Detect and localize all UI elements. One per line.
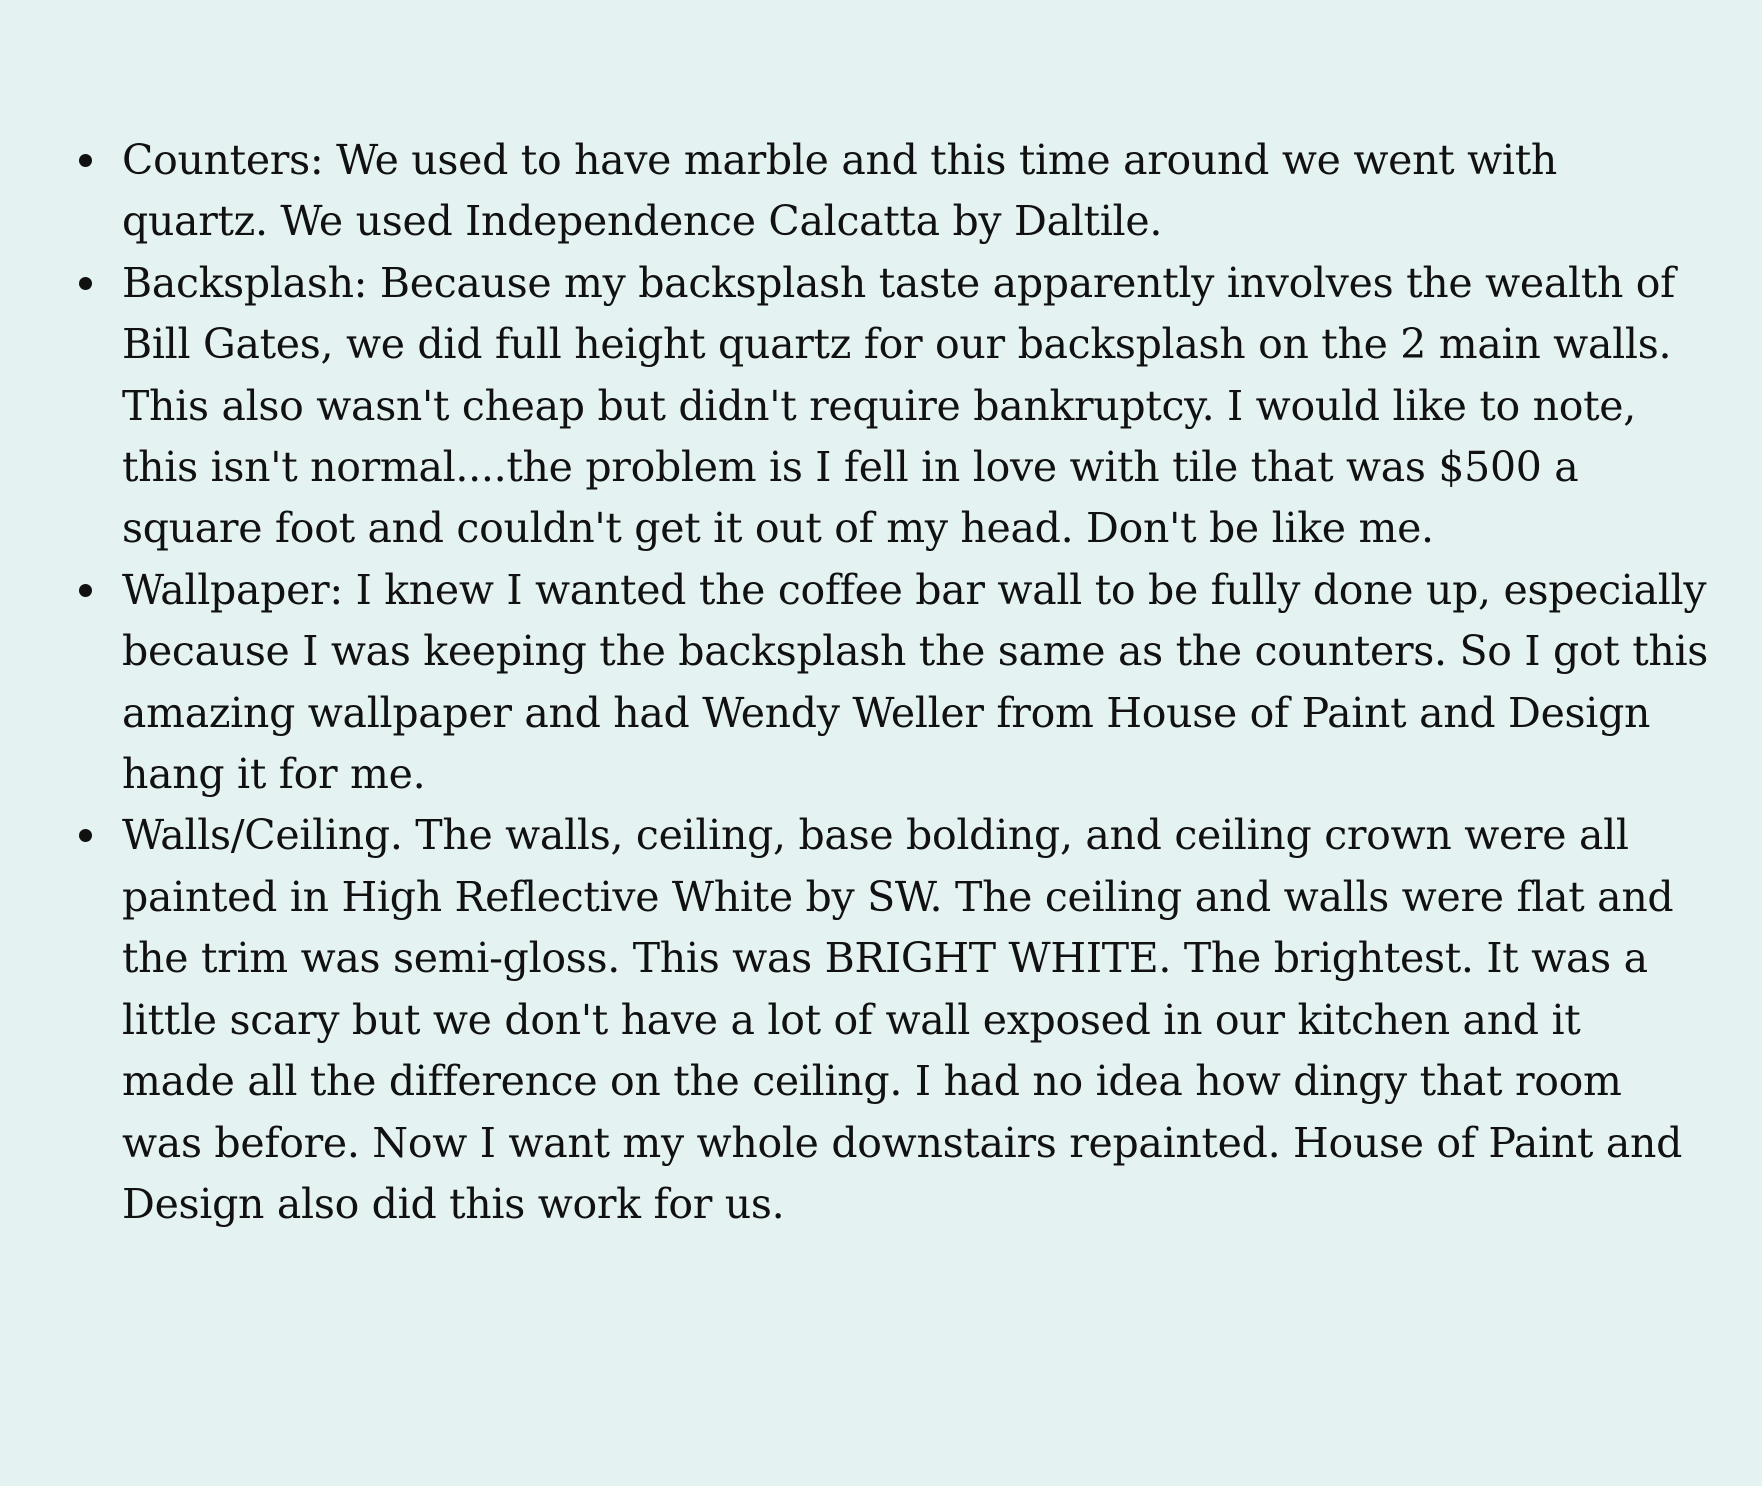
list-item-wallpaper [0,560,1762,806]
list-item-walls-ceiling [0,805,1762,1235]
bullet-dot-icon [79,277,92,290]
text-line: because I was keeping the backsplash the same as the counters. So I got this [122,627,1709,676]
text-line: hang it for me. [122,750,426,799]
text-line: painted in High Reflective White by SW. The ceiling and walls were flat and [122,872,1674,921]
text-line: the trim was semi-gloss. This was BRIGHT WHITE. The brightest. It was a [122,934,1648,983]
text-line: this isn't normal....the problem is I fell in love with tile that was $500 a [122,443,1579,492]
text-line: Bill Gates, we did full height quartz for our backsplash on the 2 main walls. [122,320,1672,369]
text-line: square foot and couldn't get it out of my head. Don't be like me. [122,504,1434,553]
text-line: This also wasn't cheap but didn't require bankruptcy. I would like to note, [122,381,1636,430]
text-line: little scary but we don't have a lot of wall exposed in our kitchen and it [122,995,1581,1044]
bullet-dot-icon [79,154,92,167]
text-line: amazing wallpaper and had Wendy Weller from House of Paint and Design [122,688,1651,737]
text-line: Design also did this work for us. [122,1179,785,1228]
bullet-dot-icon [79,829,92,842]
bullet-list-container [0,130,1762,1235]
list-item-backsplash [0,253,1762,560]
text-line: was before. Now I want my whole downstairs repainted. House of Paint and [122,1118,1683,1167]
text-line: Backsplash: Because my backsplash taste apparently involves the wealth of [122,258,1676,307]
bullet-dot-icon [79,584,92,597]
text-line: Walls/Ceiling. The walls, ceiling, base bolding, and ceiling crown were all [122,811,1629,860]
list-item-counters [0,130,1762,253]
text-line: made all the difference on the ceiling. I had no idea how dingy that room [122,1057,1622,1106]
text-line: Wallpaper: I knew I wanted the coffee bar wall to be fully done up, especially [122,565,1707,614]
text-line: quartz. We used Independence Calcatta by Daltile. [122,197,1163,246]
text-line: Counters: We used to have marble and this time around we went with [122,136,1557,184]
bullet-list [0,130,1762,1235]
